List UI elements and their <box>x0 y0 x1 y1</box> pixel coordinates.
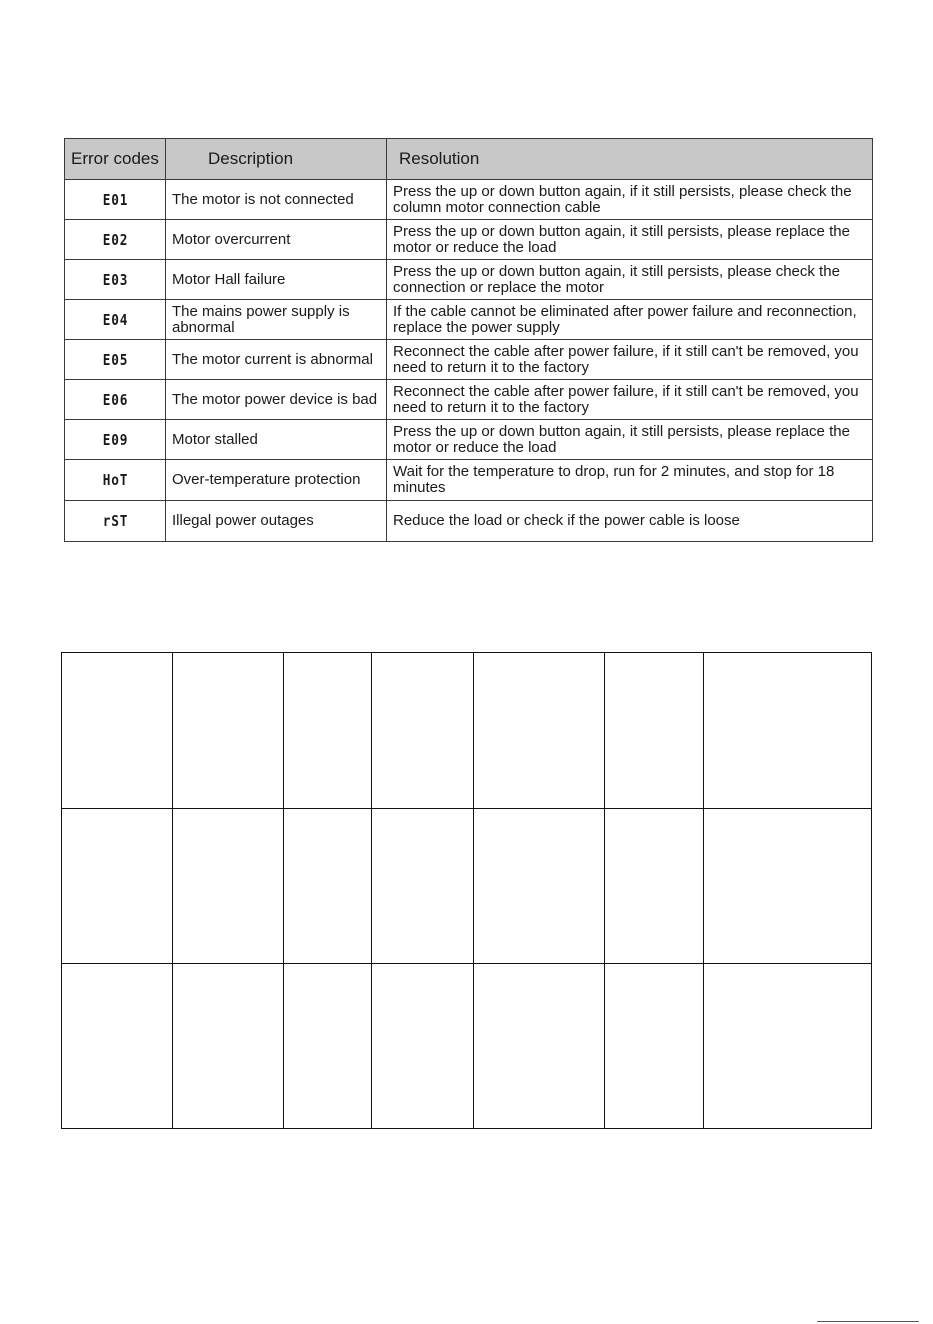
error-code: E06 <box>72 380 158 420</box>
empty-cell <box>62 964 173 1129</box>
empty-grid-row <box>62 653 872 809</box>
empty-cell <box>474 964 605 1129</box>
error-code: E09 <box>72 420 158 460</box>
table-row <box>65 300 873 340</box>
empty-cell <box>372 964 474 1129</box>
empty-cell <box>62 653 173 809</box>
empty-cell <box>284 653 372 809</box>
empty-cell <box>704 808 872 964</box>
error-description: Motor overcurrent <box>166 220 387 260</box>
empty-cell <box>173 964 284 1129</box>
empty-cell <box>372 653 474 809</box>
error-resolution: Press the up or down button again, it still persists, please check the connection or replace the motor <box>387 260 873 300</box>
error-resolution: Press the up or down button again, it still persists, please replace the motor or reduce the load <box>387 220 873 260</box>
error-resolution: Reconnect the cable after power failure, if it still can't be removed, you need to return it to the factory <box>387 340 873 380</box>
error-code: E04 <box>72 300 158 340</box>
error-description: Motor stalled <box>166 420 387 460</box>
error-resolution: Wait for the temperature to drop, run for 2 minutes, and stop for 18 minutes <box>387 460 873 501</box>
error-description: Over-temperature protection <box>166 460 387 501</box>
empty-cell <box>372 808 474 964</box>
table-row <box>65 420 873 460</box>
empty-cell <box>704 964 872 1129</box>
empty-cell <box>62 808 173 964</box>
empty-cell <box>704 653 872 809</box>
error-resolution: Press the up or down button again, it still persists, please replace the motor or reduce the load <box>387 420 873 460</box>
error-description: The motor current is abnormal <box>166 340 387 380</box>
empty-cell <box>284 808 372 964</box>
error-code: rST <box>72 501 158 542</box>
error-code: E01 <box>72 180 158 220</box>
table-row <box>65 180 873 220</box>
table-row <box>65 220 873 260</box>
header-error-codes: Error codes <box>65 139 166 180</box>
error-code: E03 <box>72 260 158 300</box>
page-corner-rule <box>817 1321 919 1322</box>
error-description: Motor Hall failure <box>166 260 387 300</box>
error-resolution: Press the up or down button again, if it still persists, please check the column motor connection cable <box>387 180 873 220</box>
table-row <box>65 340 873 380</box>
error-code: E05 <box>72 340 158 380</box>
table-header-row <box>65 139 873 180</box>
empty-cell <box>474 808 605 964</box>
empty-cell <box>173 808 284 964</box>
empty-cell <box>474 653 605 809</box>
table-row <box>65 460 873 501</box>
header-resolution: Resolution <box>387 139 873 180</box>
error-description: The motor power device is bad <box>166 380 387 420</box>
error-description: The mains power supply is abnormal <box>166 300 387 340</box>
header-description: Description <box>166 139 387 180</box>
empty-cell <box>284 964 372 1129</box>
error-description: Illegal power outages <box>166 501 387 542</box>
error-resolution: Reconnect the cable after power failure, if it still can't be removed, you need to return it to the factory <box>387 380 873 420</box>
error-resolution: Reduce the load or check if the power cable is loose <box>387 501 873 542</box>
empty-cell <box>605 964 704 1129</box>
table-row <box>65 380 873 420</box>
table-row <box>65 260 873 300</box>
error-code: HoT <box>72 460 158 501</box>
empty-grid-table <box>61 652 872 1129</box>
table-row <box>65 501 873 542</box>
empty-cell <box>173 653 284 809</box>
empty-cell <box>605 808 704 964</box>
empty-cell <box>605 653 704 809</box>
error-resolution: If the cable cannot be eliminated after power failure and reconnection, replace the power supply <box>387 300 873 340</box>
error-code: E02 <box>72 220 158 260</box>
empty-grid-row <box>62 964 872 1129</box>
error-description: The motor is not connected <box>166 180 387 220</box>
error-codes-table <box>64 138 873 542</box>
empty-grid-row <box>62 808 872 964</box>
